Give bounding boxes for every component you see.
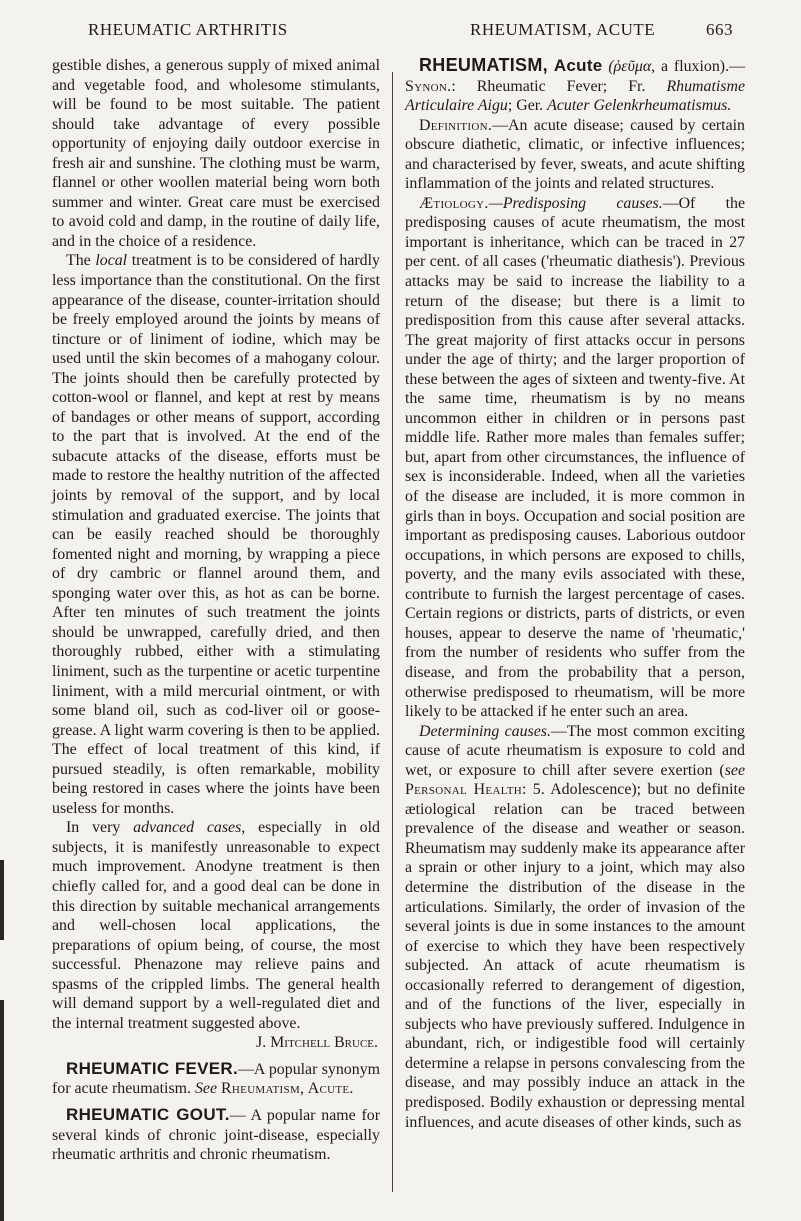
emphasis: advanced cases, bbox=[133, 819, 246, 837]
cross-reference: Rheumatism, Acute. bbox=[221, 1080, 354, 1098]
running-head bbox=[0, 14, 801, 44]
entry-headword: RHEUMATIC FEVER. bbox=[66, 1058, 239, 1078]
entry-rheumatic-fever: RHEUMATIC FEVER.—A popular synonym for acute rheumatism. See Rheumatism, Acute. bbox=[52, 1058, 381, 1098]
cross-reference: Personal Health bbox=[405, 781, 522, 799]
greek-etymology: (ῥεῦμα, bbox=[608, 58, 656, 75]
aetiology-paragraph: Ætiology.—Predisposing causes.—Of the predisposing causes of acute rheumatism, the most important is inheritance, which can be traced in 27 per cent. of all cases ('rheumatic diathesis'). Previous attacks may be said to increase the liability to a return of the disease; but there is a limit to predisposition from this cause after several attacks. The great majority of first attacks occur in persons under the age of thirty; and the larger proportion of these between the ages of sixteen and twenty-five. At the same time, rheumatism is by no means uncommon either in children or in persons past middle life. Rather more males than females suffer; but, apart from other circumstances, the influence of sex is inconsiderable. Indeed, when all the varieties of the disease are included, it is more common in girls than in boys. Occupation and social position are important as predisposing causes. Laborious outdoor occupations, in which persons are exposed to chills, poverty, and the many evils associated with these, contribute to furnish the largest percentage of cases. Certain regions or districts, parts of districts, or even houses, appear to deserve the name of 'rheumatic,' from the number of residents who suffer from the disease, and from the probability that a person, otherwise predisposed to rheumatism, will be more likely to be attacked if he enter such an area. bbox=[405, 194, 746, 721]
entry-headword: RHEUMATIC GOUT. bbox=[66, 1104, 230, 1124]
determining-causes-paragraph: Determining causes.—The most common exciting cause of acute rheumatism is exposure to cold and wet, or exposure to chill after severe exertion (see Personal Health: 5. Adolescence); but no definite ætiological relation can be traced between prevalence of the disease and weather or season. Rheumatism may suddenly make its appearance after a sprain or other injury to a joint, which may also determine the distribution of the disease in the articulations. Similarly, the order of invasion of the several joints is due in some instances to the amount of exercise to which they have been respectively subjected. An attack of acute rheumatism is occasionally referred to derangement of digestion, and of the functions of the liver, especially in subjects who have previously suffered. Indulgence in abundant, rich, or indigestible food will certainly determine a relapse in persons convalescing from the disease, and may possibly induce an attack in the predisposed. Bodily exhaustion or depressing mental influences, and acute diseases of other kinds, such as bbox=[405, 722, 745, 1131]
scan-edge-mark bbox=[0, 860, 4, 940]
right-column bbox=[405, 56, 745, 1132]
section-label: Definition. bbox=[419, 116, 493, 134]
emphasis: local bbox=[95, 252, 128, 270]
synonym-label: Synon. bbox=[405, 77, 452, 95]
scan-edge-mark bbox=[0, 1000, 4, 1221]
entry-rheumatism-acute: RHEUMATISM, Acute (ῥεῦμα, a fluxion).—Synon.: Rheumatic Fever; Fr. Rhumatisme Articulaire Aigu; Ger. Acuter Gelenkrheumatismus. bbox=[405, 55, 745, 115]
column-divider bbox=[392, 72, 393, 1192]
definition-paragraph: Definition.—An acute disease; caused by certain obscure diathetic, climatic, or infective influences; and characterised by fever, sweats, and acute shifting inflammation of the joints and related structures. bbox=[405, 116, 745, 193]
entry-rheumatic-gout: RHEUMATIC GOUT.— A popular name for several kinds of chronic joint-disease, especially rheumatic arthritis and chronic rheumatism. bbox=[52, 1104, 381, 1164]
paragraph: In very advanced cases, especially in old subjects, it is manifestly unreasonable to expect much improvement. Anodyne treatment is then chiefly called for, and a good deal can be done in this direction by suitable mechanical arrangements and well-chosen local applications, the preparations of opium being, of course, the most successful. Phenazone may relieve pains and spasms of the crippled limbs. The general health will demand support by a well-regulated diet and the internal treatment suggested above. bbox=[52, 819, 380, 1032]
page-number: 663 bbox=[706, 20, 733, 39]
subsection-label: Determining causes. bbox=[419, 722, 551, 740]
author-signature: J. Mitchell Bruce. bbox=[256, 1034, 378, 1052]
running-head-left: RHEUMATIC ARTHRITIS bbox=[88, 20, 288, 39]
paragraph: The local treatment is to be considered of hardly less importance than the constitutional. On the first appearance of the disease, counter-irritation should be freely employed around the joints by means of tincture or of liniment of iodine, which may be used until the skin becomes of a mahogany colour. The joints should then be carefully protected by cotton-wool or flannel, and kept at rest by means of bandages or other means of support, according to the part that is involved. At the end of the subacute attacks of the disease, efforts must be made to restore the healthy nutrition of the affected joints by removal of the support, and by local stimulation and graduated exercise. The joints that can be easily reached should be thoroughly fomented night and morning, by wrapping a piece of dry cambric or flannel around them, and sponging water over this, as hot as can be borne. After ten minutes of such treatment the joints should be unwrapped, carefully dried, and then thoroughly rubbed, either with a stimulating liniment, such as the turpentine or acetic turpentine liniment, with a mild mercurial ointment, or with some bland oil, such as cod-liver oil or goose-grease. A light warm covering is then to be applied. The effect of local treatment of this kind, if pursued steadily, is often remarkable, mobility being restored in cases where the joints have been useless for months. bbox=[52, 252, 380, 817]
entry-headword: RHEUMATISM, bbox=[419, 55, 548, 75]
paragraph: gestible dishes, a generous supply of mixed animal and vegetable food, and wholesome stimulants, will be found to be most suitable. The patient should take advantage of every possible opportunity of enjoying daily outdoor exercise in fresh air and sunshine. The clothing must be warm, flannel or other woollen material being worn both summer and winter. Great care must be exercised to avoid cold and damp, in the routine of daily life, and in the choice of a residence. bbox=[52, 57, 380, 250]
left-column bbox=[52, 56, 380, 1165]
section-label: Ætiology. bbox=[419, 194, 489, 212]
running-head-right: RHEUMATISM, ACUTE bbox=[470, 20, 656, 39]
